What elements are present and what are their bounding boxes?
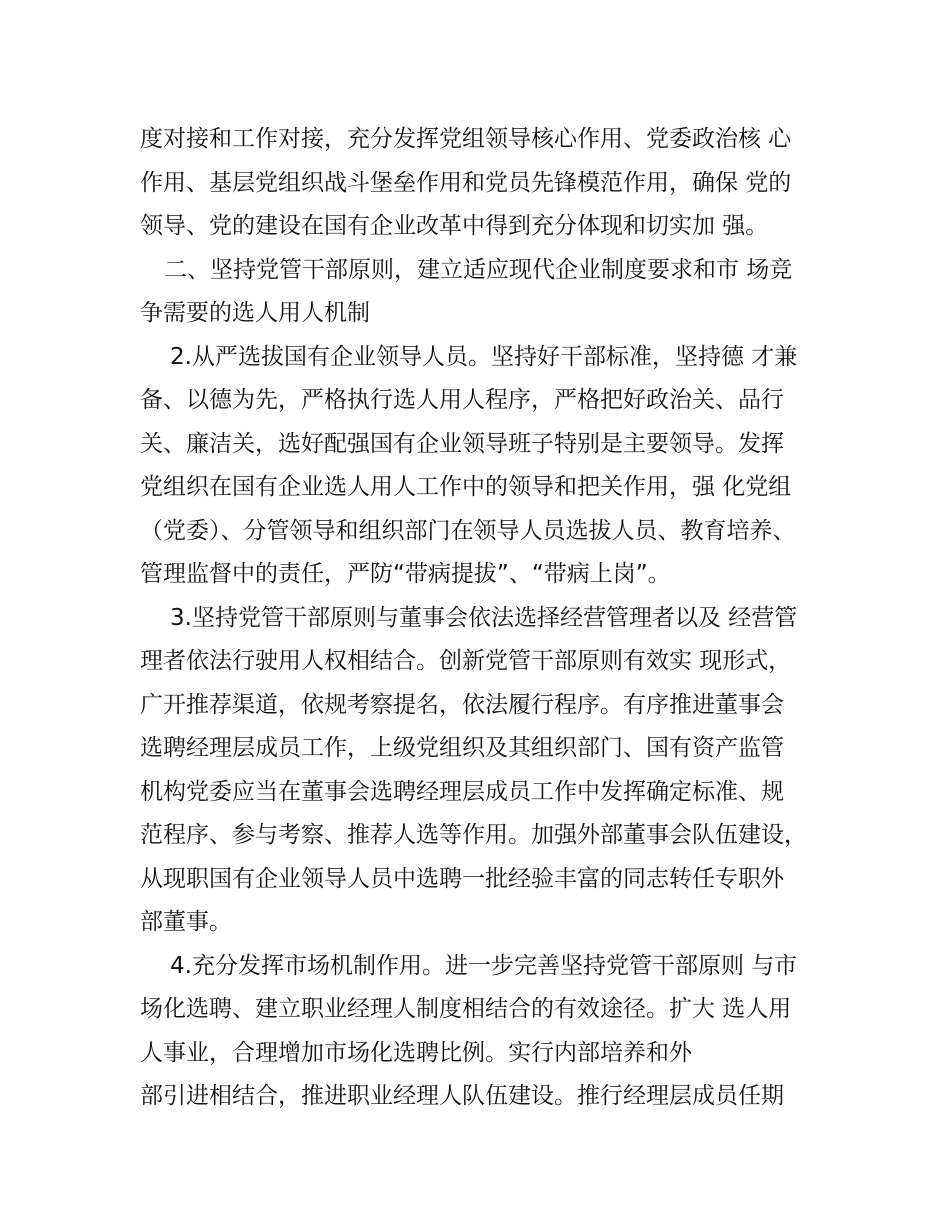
text-line: 人事业，合理增加市场化选聘比例。实行内部培养和外 (140, 1039, 692, 1066)
text-line: 广开推荐渠道，依规考察提名，依法履行程序。有序推进董事会 (140, 691, 784, 718)
text-line: 从现职国有企业领导人员中选聘一批经验丰富的同志转任专职外 (140, 865, 784, 892)
text-line: 机构党委应当在董事会选聘经理层成员工作中发挥确定标准、规 (140, 778, 784, 805)
paragraph-3-start: 3.坚持党管干部原则与董事会依法选择经营管理者以及 经营管 (170, 604, 798, 631)
section-heading: 二、坚持党管干部原则，建立适应现代企业制度要求和市 场竞 (164, 256, 793, 283)
text-line: 领导、党的建设在国有企业改革中得到充分体现和切实加 强。 (140, 213, 769, 239)
text-line: 部董事。 (140, 909, 232, 935)
paragraph-2-start: 2.从严选拔国有企业领导人员。坚持好干部标准，坚持德 才兼 (170, 343, 798, 370)
text-line: 度对接和工作对接，充分发挥党组领导核心作用、党委政治核 心 (140, 126, 792, 152)
text-line: 管理监督中的责任，严防“带病提拔”、“带病上岗”。 (140, 561, 671, 587)
document-body (140, 118, 830, 1119)
text-line: （党委）、分管领导和组织部门在领导人员选拔人员、教育培养、 (140, 517, 796, 544)
text-line: 部引进相结合，推进职业经理人队伍建设。推行经理层成员任期 (140, 1083, 784, 1109)
text-line: 选聘经理层成员工作，上级党组织及其组织部门、国有资产监管 (140, 735, 784, 761)
text-line: 党组织在国有企业选人用人工作中的领导和把关作用，强 化党组 (140, 474, 792, 500)
text-line: 范程序、参与考察、推荐人选等作用。加强外部董事会队伍建设， (140, 822, 807, 848)
text-line: 关、廉洁关，选好配强国有企业领导班子特别是主要领导。发挥 (140, 430, 784, 457)
text-line: 作用、基层党组织战斗堡垒作用和党员先锋模范作用，确保 党的 (140, 169, 792, 196)
text-line: 场化选聘、建立职业经理人制度相结合的有效途径。扩大 选人用 (140, 996, 792, 1022)
text-line: 理者依法行驶用人权相结合。创新党管干部原则有效实 现形式， (140, 648, 792, 674)
text-line: 备、以德为先，严格执行选人用人程序，严格把好政治关、品行 (140, 387, 784, 413)
paragraph-4-start: 4.充分发挥市场机制作用。进一步完善坚持党管干部原则 与市 (170, 952, 798, 979)
section-heading-continuation: 争需要的选人用人机制 (140, 300, 370, 326)
